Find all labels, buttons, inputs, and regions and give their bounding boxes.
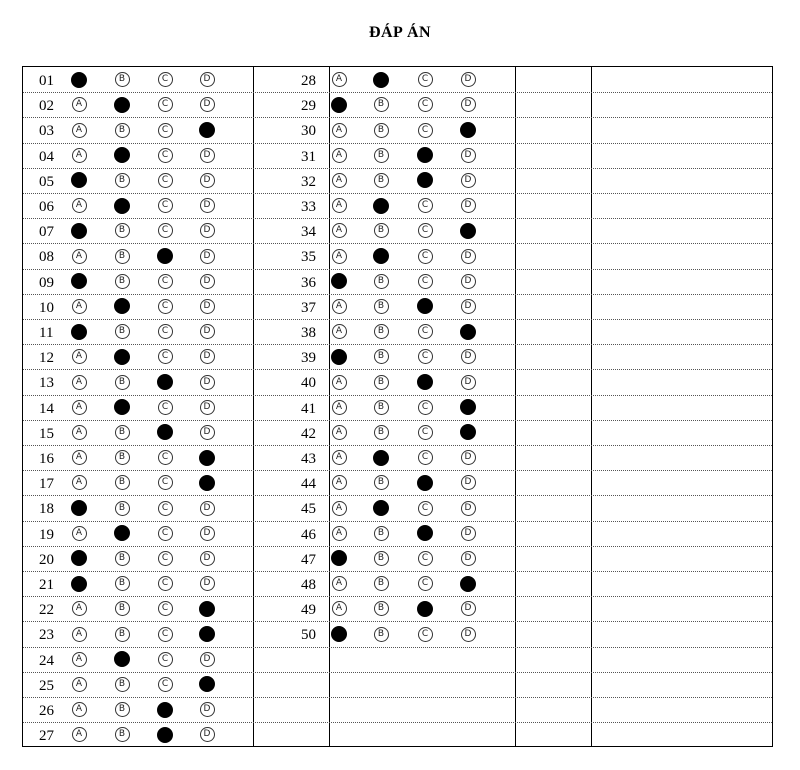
question-number: 07 bbox=[39, 224, 54, 241]
answer-bubble-b-selected[interactable] bbox=[373, 248, 389, 264]
answer-bubble-b-selected[interactable] bbox=[373, 500, 389, 516]
answer-bubble-a[interactable]: A bbox=[332, 475, 347, 490]
row-separator bbox=[23, 722, 772, 723]
answer-bubble-c[interactable]: C bbox=[158, 576, 173, 591]
question-number: 26 bbox=[39, 703, 54, 719]
answer-bubble-c[interactable]: C bbox=[158, 324, 173, 339]
answer-bubble-b[interactable]: B bbox=[374, 601, 389, 616]
answer-bubble-c[interactable]: C bbox=[418, 576, 433, 591]
answer-bubble-b[interactable]: B bbox=[115, 375, 130, 390]
answer-bubble-c[interactable]: C bbox=[158, 400, 173, 415]
question-number: 39 bbox=[301, 350, 316, 367]
question-number: 34 bbox=[301, 224, 316, 241]
answer-bubble-c-selected[interactable] bbox=[157, 374, 173, 390]
answer-bubble-a[interactable]: A bbox=[72, 475, 87, 490]
answer-bubble-c[interactable]: C bbox=[158, 652, 173, 667]
row-separator bbox=[23, 647, 772, 648]
answer-bubble-a[interactable]: A bbox=[72, 677, 87, 692]
answer-bubble-d[interactable]: D bbox=[200, 299, 215, 314]
answer-bubble-d[interactable]: D bbox=[200, 400, 215, 415]
answer-bubble-d[interactable]: D bbox=[200, 349, 215, 364]
answer-bubble-a[interactable]: A bbox=[72, 148, 87, 163]
answer-bubble-d-selected[interactable] bbox=[199, 676, 215, 692]
answer-bubble-b-selected[interactable] bbox=[114, 298, 130, 314]
answer-bubble-c[interactable]: C bbox=[418, 249, 433, 264]
answer-bubble-c[interactable]: C bbox=[418, 627, 433, 642]
answer-bubble-c[interactable]: C bbox=[418, 123, 433, 138]
answer-bubble-a-selected[interactable] bbox=[331, 349, 347, 365]
question-number: 42 bbox=[301, 425, 316, 442]
answer-bubble-b[interactable]: B bbox=[374, 375, 389, 390]
row-separator bbox=[23, 117, 772, 118]
answer-bubble-a-selected[interactable] bbox=[331, 273, 347, 289]
answer-bubble-d[interactable]: D bbox=[461, 450, 476, 465]
answer-bubble-a[interactable]: A bbox=[72, 425, 87, 440]
answer-bubble-a[interactable]: A bbox=[72, 375, 87, 390]
answer-bubble-b[interactable]: B bbox=[115, 72, 130, 87]
answer-bubble-d[interactable]: D bbox=[461, 551, 476, 566]
answer-bubble-c[interactable]: C bbox=[418, 450, 433, 465]
answer-bubble-d[interactable]: D bbox=[461, 299, 476, 314]
answer-bubble-d[interactable]: D bbox=[200, 148, 215, 163]
answer-bubble-a[interactable]: A bbox=[72, 123, 87, 138]
answer-bubble-d-selected[interactable] bbox=[460, 324, 476, 340]
answer-bubble-d-selected[interactable] bbox=[199, 475, 215, 491]
answer-bubble-a[interactable]: A bbox=[72, 198, 87, 213]
row-separator bbox=[23, 294, 772, 295]
answer-bubble-c[interactable]: C bbox=[158, 677, 173, 692]
answer-bubble-c-selected[interactable] bbox=[417, 172, 433, 188]
answer-bubble-c-selected[interactable] bbox=[417, 601, 433, 617]
answer-bubble-d[interactable]: D bbox=[461, 501, 476, 516]
answer-bubble-d-selected[interactable] bbox=[460, 576, 476, 592]
answer-bubble-c[interactable]: C bbox=[158, 627, 173, 642]
answer-bubble-d[interactable]: D bbox=[461, 475, 476, 490]
column-divider bbox=[253, 67, 254, 746]
answer-bubble-c[interactable]: C bbox=[418, 551, 433, 566]
answer-bubble-d[interactable]: D bbox=[461, 601, 476, 616]
answer-bubble-b[interactable]: B bbox=[115, 601, 130, 616]
question-number: 16 bbox=[39, 451, 54, 467]
answer-bubble-b[interactable]: B bbox=[374, 97, 389, 112]
row-separator bbox=[23, 420, 772, 421]
answer-bubble-a[interactable]: A bbox=[332, 223, 347, 238]
answer-bubble-b[interactable]: B bbox=[115, 223, 130, 238]
answer-bubble-c-selected[interactable] bbox=[417, 298, 433, 314]
question-number: 14 bbox=[39, 400, 54, 417]
question-number: 01 bbox=[39, 73, 54, 89]
answer-bubble-a[interactable]: A bbox=[332, 249, 347, 264]
answer-bubble-b-selected[interactable] bbox=[114, 97, 130, 113]
answer-bubble-b[interactable]: B bbox=[115, 576, 130, 591]
answer-bubble-a[interactable]: A bbox=[332, 450, 347, 465]
question-number: 15 bbox=[39, 425, 54, 442]
question-number: 33 bbox=[301, 199, 316, 215]
answer-bubble-d[interactable]: D bbox=[461, 198, 476, 213]
question-number: 32 bbox=[301, 173, 316, 190]
answer-bubble-c[interactable]: C bbox=[418, 274, 433, 289]
answer-bubble-d[interactable]: D bbox=[200, 652, 215, 667]
answer-bubble-a-selected[interactable] bbox=[331, 626, 347, 642]
answer-bubble-b[interactable]: B bbox=[374, 576, 389, 591]
question-number: 08 bbox=[39, 249, 54, 266]
question-number: 21 bbox=[39, 577, 54, 593]
answer-bubble-a[interactable]: A bbox=[72, 249, 87, 264]
answer-bubble-b[interactable]: B bbox=[115, 249, 130, 264]
row-separator bbox=[23, 369, 772, 370]
answer-bubble-d[interactable]: D bbox=[461, 249, 476, 264]
row-separator bbox=[23, 319, 772, 320]
answer-bubble-b[interactable]: B bbox=[115, 450, 130, 465]
question-number: 11 bbox=[39, 325, 54, 341]
answer-bubble-c[interactable]: C bbox=[418, 223, 433, 238]
answer-bubble-b[interactable]: B bbox=[374, 274, 389, 289]
answer-bubble-d[interactable]: D bbox=[200, 173, 215, 188]
answer-bubble-d[interactable]: D bbox=[461, 375, 476, 390]
answer-bubble-b[interactable]: B bbox=[115, 274, 130, 289]
answer-bubble-d[interactable]: D bbox=[461, 148, 476, 163]
answer-bubble-c[interactable]: C bbox=[158, 274, 173, 289]
answer-bubble-c[interactable]: C bbox=[418, 97, 433, 112]
answer-bubble-a[interactable]: A bbox=[72, 400, 87, 415]
question-number: 28 bbox=[301, 73, 316, 89]
row-separator bbox=[23, 596, 772, 597]
answer-bubble-b[interactable]: B bbox=[115, 324, 130, 339]
question-number: 48 bbox=[301, 577, 316, 593]
answer-bubble-b[interactable]: B bbox=[115, 123, 130, 138]
answer-bubble-a[interactable]: A bbox=[332, 198, 347, 213]
answer-bubble-d[interactable]: D bbox=[461, 173, 476, 188]
question-number: 04 bbox=[39, 148, 54, 165]
answer-bubble-a[interactable]: A bbox=[72, 627, 87, 642]
answer-bubble-c-selected[interactable] bbox=[417, 475, 433, 491]
row-separator bbox=[23, 546, 772, 547]
answer-bubble-a[interactable]: A bbox=[332, 501, 347, 516]
answer-bubble-d-selected[interactable] bbox=[460, 424, 476, 440]
answer-bubble-c[interactable]: C bbox=[418, 324, 433, 339]
answer-bubble-a-selected[interactable] bbox=[331, 97, 347, 113]
answer-bubble-c[interactable]: C bbox=[418, 72, 433, 87]
answer-bubble-c[interactable]: C bbox=[158, 72, 173, 87]
question-number: 09 bbox=[39, 274, 54, 291]
answer-bubble-d[interactable]: D bbox=[200, 526, 215, 541]
answer-bubble-c[interactable]: C bbox=[418, 425, 433, 440]
answer-bubble-d[interactable]: D bbox=[461, 72, 476, 87]
answer-bubble-d[interactable]: D bbox=[200, 274, 215, 289]
answer-bubble-d-selected[interactable] bbox=[199, 626, 215, 642]
answer-bubble-a[interactable]: A bbox=[332, 123, 347, 138]
row-separator bbox=[23, 243, 772, 244]
answer-bubble-a-selected[interactable] bbox=[331, 550, 347, 566]
answer-bubble-d-selected[interactable] bbox=[199, 122, 215, 138]
answer-bubble-a-selected[interactable] bbox=[71, 223, 87, 239]
question-number: 40 bbox=[301, 375, 316, 392]
answer-bubble-b[interactable]: B bbox=[374, 173, 389, 188]
answer-bubble-c[interactable]: C bbox=[158, 97, 173, 112]
answer-bubble-a[interactable]: A bbox=[332, 576, 347, 591]
row-separator bbox=[23, 697, 772, 698]
answer-bubble-d[interactable]: D bbox=[200, 425, 215, 440]
answer-bubble-d[interactable]: D bbox=[200, 72, 215, 87]
answer-bubble-b-selected[interactable] bbox=[114, 198, 130, 214]
question-number: 29 bbox=[301, 98, 316, 115]
answer-bubble-a[interactable]: A bbox=[332, 173, 347, 188]
question-number: 24 bbox=[39, 652, 54, 669]
answer-bubble-a[interactable]: A bbox=[332, 299, 347, 314]
answer-bubble-b-selected[interactable] bbox=[373, 72, 389, 88]
row-separator bbox=[23, 470, 772, 471]
question-number: 30 bbox=[301, 123, 316, 140]
answer-sheet bbox=[22, 66, 773, 747]
answer-bubble-a[interactable]: A bbox=[332, 425, 347, 440]
answer-bubble-d-selected[interactable] bbox=[199, 450, 215, 466]
question-number: 22 bbox=[39, 602, 54, 619]
answer-bubble-c-selected[interactable] bbox=[417, 374, 433, 390]
answer-bubble-a-selected[interactable] bbox=[71, 72, 87, 88]
question-number: 02 bbox=[39, 98, 54, 115]
question-number: 17 bbox=[39, 476, 54, 493]
answer-bubble-b[interactable]: B bbox=[374, 123, 389, 138]
answer-bubble-d[interactable]: D bbox=[200, 375, 215, 390]
column-divider bbox=[515, 67, 516, 746]
answer-bubble-b-selected[interactable] bbox=[373, 450, 389, 466]
answer-bubble-a[interactable]: A bbox=[72, 349, 87, 364]
question-number: 36 bbox=[301, 274, 316, 291]
row-separator bbox=[23, 521, 772, 522]
answer-bubble-c[interactable]: C bbox=[158, 475, 173, 490]
answer-bubble-a[interactable]: A bbox=[72, 702, 87, 717]
question-number: 23 bbox=[39, 627, 54, 644]
answer-bubble-a[interactable]: A bbox=[72, 97, 87, 112]
answer-bubble-d-selected[interactable] bbox=[460, 399, 476, 415]
question-number: 19 bbox=[39, 526, 54, 543]
answer-bubble-c[interactable]: C bbox=[418, 501, 433, 516]
answer-bubble-a[interactable]: A bbox=[72, 299, 87, 314]
question-number: 12 bbox=[39, 350, 54, 367]
question-number: 05 bbox=[39, 173, 54, 190]
row-separator bbox=[23, 168, 772, 169]
answer-bubble-d[interactable]: D bbox=[461, 526, 476, 541]
answer-bubble-d-selected[interactable] bbox=[460, 223, 476, 239]
question-number: 25 bbox=[39, 677, 54, 694]
answer-bubble-d-selected[interactable] bbox=[460, 122, 476, 138]
answer-bubble-c-selected[interactable] bbox=[417, 147, 433, 163]
answer-bubble-c[interactable]: C bbox=[418, 198, 433, 213]
answer-bubble-b[interactable]: B bbox=[374, 526, 389, 541]
answer-bubble-a-selected[interactable] bbox=[71, 500, 87, 516]
answer-bubble-b-selected[interactable] bbox=[114, 525, 130, 541]
answer-bubble-b[interactable]: B bbox=[115, 501, 130, 516]
answer-bubble-c-selected[interactable] bbox=[157, 727, 173, 743]
answer-bubble-b[interactable]: B bbox=[115, 425, 130, 440]
row-separator bbox=[23, 672, 772, 673]
answer-bubble-c[interactable]: C bbox=[158, 551, 173, 566]
question-number: 38 bbox=[301, 325, 316, 341]
page-title: ĐÁP ÁN bbox=[368, 24, 432, 41]
question-number: 43 bbox=[301, 451, 316, 467]
question-number: 18 bbox=[39, 501, 54, 518]
row-separator bbox=[23, 621, 772, 622]
answer-bubble-b[interactable]: B bbox=[374, 349, 389, 364]
answer-bubble-b[interactable]: B bbox=[374, 400, 389, 415]
answer-bubble-b[interactable]: B bbox=[115, 173, 130, 188]
question-number: 35 bbox=[301, 249, 316, 266]
answer-bubble-a-selected[interactable] bbox=[71, 324, 87, 340]
question-number: 44 bbox=[301, 476, 316, 493]
row-separator bbox=[23, 269, 772, 270]
answer-bubble-b-selected[interactable] bbox=[114, 147, 130, 163]
answer-bubble-a-selected[interactable] bbox=[71, 576, 87, 592]
answer-bubble-a-selected[interactable] bbox=[71, 550, 87, 566]
question-number: 31 bbox=[301, 148, 316, 165]
answer-bubble-c-selected[interactable] bbox=[157, 424, 173, 440]
answer-bubble-a[interactable]: A bbox=[332, 400, 347, 415]
answer-bubble-c[interactable]: C bbox=[418, 400, 433, 415]
answer-bubble-d[interactable]: D bbox=[200, 249, 215, 264]
answer-bubble-b[interactable]: B bbox=[374, 223, 389, 238]
answer-bubble-a[interactable]: A bbox=[332, 72, 347, 87]
column-divider bbox=[329, 67, 330, 746]
question-number: 03 bbox=[39, 123, 54, 140]
answer-bubble-d-selected[interactable] bbox=[199, 601, 215, 617]
answer-bubble-b-selected[interactable] bbox=[114, 399, 130, 415]
question-number: 47 bbox=[301, 551, 316, 568]
answer-bubble-d[interactable]: D bbox=[200, 576, 215, 591]
answer-bubble-a[interactable]: A bbox=[332, 526, 347, 541]
answer-bubble-d[interactable]: D bbox=[200, 324, 215, 339]
question-number: 10 bbox=[39, 299, 54, 316]
answer-bubble-b-selected[interactable] bbox=[114, 651, 130, 667]
answer-bubble-c[interactable]: C bbox=[158, 173, 173, 188]
answer-bubble-b-selected[interactable] bbox=[114, 349, 130, 365]
answer-bubble-c-selected[interactable] bbox=[417, 525, 433, 541]
question-number: 50 bbox=[301, 627, 316, 644]
row-separator bbox=[23, 445, 772, 446]
answer-bubble-a[interactable]: A bbox=[72, 727, 87, 742]
question-number: 20 bbox=[39, 551, 54, 568]
answer-bubble-c[interactable]: C bbox=[158, 198, 173, 213]
question-number: 46 bbox=[301, 526, 316, 543]
answer-bubble-b[interactable]: B bbox=[374, 299, 389, 314]
answer-bubble-b[interactable]: B bbox=[374, 425, 389, 440]
answer-bubble-c-selected[interactable] bbox=[157, 248, 173, 264]
answer-bubble-b[interactable]: B bbox=[374, 627, 389, 642]
answer-bubble-a[interactable]: A bbox=[72, 601, 87, 616]
question-number: 49 bbox=[301, 602, 316, 619]
answer-bubble-d[interactable]: D bbox=[461, 627, 476, 642]
answer-bubble-c-selected[interactable] bbox=[157, 702, 173, 718]
answer-bubble-d[interactable]: D bbox=[200, 198, 215, 213]
row-separator bbox=[23, 143, 772, 144]
answer-bubble-a[interactable]: A bbox=[332, 375, 347, 390]
column-divider bbox=[591, 67, 592, 746]
answer-bubble-c[interactable]: C bbox=[158, 526, 173, 541]
answer-bubble-b[interactable]: B bbox=[115, 551, 130, 566]
row-separator bbox=[23, 344, 772, 345]
answer-bubble-d[interactable]: D bbox=[200, 223, 215, 238]
answer-bubble-d[interactable]: D bbox=[200, 727, 215, 742]
answer-bubble-c[interactable]: C bbox=[418, 349, 433, 364]
row-separator bbox=[23, 395, 772, 396]
question-number: 06 bbox=[39, 199, 54, 215]
row-separator bbox=[23, 218, 772, 219]
answer-bubble-d[interactable]: D bbox=[200, 97, 215, 112]
answer-bubble-c[interactable]: C bbox=[158, 223, 173, 238]
answer-bubble-b[interactable]: B bbox=[374, 324, 389, 339]
answer-bubble-b[interactable]: B bbox=[115, 627, 130, 642]
answer-bubble-a[interactable]: A bbox=[72, 652, 87, 667]
question-number: 37 bbox=[301, 299, 316, 316]
answer-bubble-d[interactable]: D bbox=[200, 501, 215, 516]
answer-bubble-b[interactable]: B bbox=[374, 475, 389, 490]
answer-bubble-a[interactable]: A bbox=[332, 601, 347, 616]
answer-bubble-b[interactable]: B bbox=[374, 148, 389, 163]
answer-bubble-a[interactable]: A bbox=[332, 148, 347, 163]
answer-bubble-b-selected[interactable] bbox=[373, 198, 389, 214]
answer-bubble-a-selected[interactable] bbox=[71, 273, 87, 289]
row-separator bbox=[23, 193, 772, 194]
row-separator bbox=[23, 571, 772, 572]
question-number: 13 bbox=[39, 375, 54, 392]
answer-bubble-c[interactable]: C bbox=[158, 123, 173, 138]
row-separator bbox=[23, 495, 772, 496]
answer-bubble-c[interactable]: C bbox=[158, 148, 173, 163]
answer-bubble-b[interactable]: B bbox=[374, 551, 389, 566]
answer-bubble-a[interactable]: A bbox=[72, 450, 87, 465]
answer-bubble-a-selected[interactable] bbox=[71, 172, 87, 188]
question-number: 27 bbox=[39, 728, 54, 745]
answer-bubble-b[interactable]: B bbox=[115, 475, 130, 490]
question-number: 41 bbox=[301, 400, 316, 417]
answer-bubble-d[interactable]: D bbox=[200, 702, 215, 717]
answer-bubble-d[interactable]: D bbox=[461, 349, 476, 364]
answer-bubble-c[interactable]: C bbox=[158, 601, 173, 616]
answer-bubble-a[interactable]: A bbox=[332, 324, 347, 339]
answer-bubble-d[interactable]: D bbox=[461, 97, 476, 112]
answer-bubble-c[interactable]: C bbox=[158, 349, 173, 364]
answer-bubble-c[interactable]: C bbox=[158, 501, 173, 516]
row-separator bbox=[23, 92, 772, 93]
answer-bubble-d[interactable]: D bbox=[461, 274, 476, 289]
answer-bubble-c[interactable]: C bbox=[158, 450, 173, 465]
answer-bubble-d[interactable]: D bbox=[200, 551, 215, 566]
question-number: 45 bbox=[301, 501, 316, 518]
answer-bubble-b[interactable]: B bbox=[115, 677, 130, 692]
answer-bubble-b[interactable]: B bbox=[115, 727, 130, 742]
answer-bubble-b[interactable]: B bbox=[115, 702, 130, 717]
answer-bubble-a[interactable]: A bbox=[72, 526, 87, 541]
answer-bubble-c[interactable]: C bbox=[158, 299, 173, 314]
